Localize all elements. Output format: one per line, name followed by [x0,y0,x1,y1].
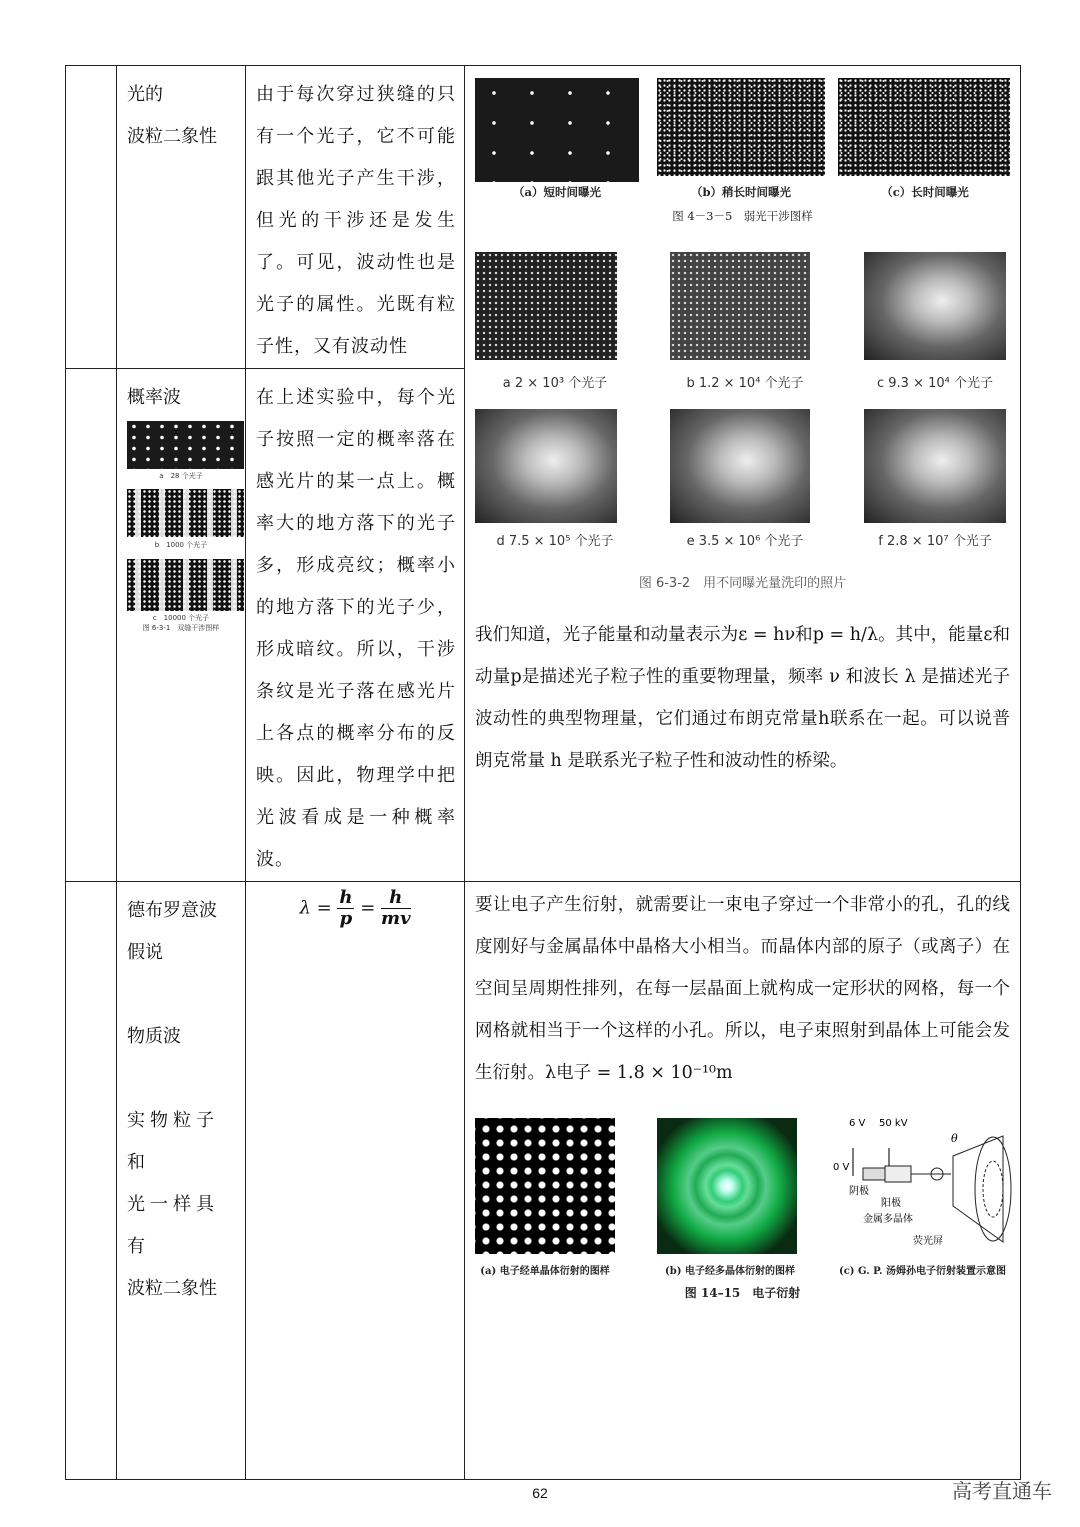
electron-paragraph: 要让电子产生衍射，就需要让一束电子穿过一个非常小的孔，孔的线度刚好与金属晶体中晶格大小相当。而晶体内部的原子（或离子）在空间呈周期性排列，在每一层晶面上就构成一定形状的网格，每一个网格就相当于一个这样的小孔。所以，电子束照射到晶体上可能会发生衍射。λ电子 = 1.8 × 10⁻¹⁰m [475,895,1010,1083]
fig631-caption: 图 6-3-1 双缝干涉图样 [142,624,220,632]
topic-cell-debroglie [117,882,246,1480]
fig435-label-b: （b）稍长时间曝光 [690,185,792,199]
photo-label-e: e 3.5 × 10⁶ 个光子 [686,534,804,549]
theta-label: θ [951,1132,958,1145]
photon-figures [465,66,1020,829]
fig435-caption: 图 4－3－5 弱光干涉图样 [672,209,813,223]
description-text: 由于每次穿过狭缝的只有一个光子，它不可能跟其他光子产生干涉，但光的干涉还是发生了。可见，波动性也是光子的属性。光既有粒子性，又有波动性 [256,84,456,357]
photo-b-image [670,252,810,360]
metal-polycrystal-label: 金属多晶体 [863,1214,913,1225]
fig631-label-c: c 10000 个光子 [152,614,210,622]
topic-line: 概率波 [127,387,181,408]
photo-label-b: b 1.2 × 10⁴ 个光子 [686,376,804,391]
description-cell-probability [246,369,465,882]
photon-paragraph: 我们知道，光子能量和动量表示为ε = hν和p = h/λ。其中，能量ε和动量p是描述光子粒子性的重要物理量，频率 ν 和波长 λ 是描述光子波动性的典型物理量，它们通过布朗克常量h联系在一起。可以说普朗克常量 h 是联系光子粒子性和波动性的桥梁。 [475,625,1010,771]
photo-label-c: c 9.3 × 10⁴ 个光子 [877,376,993,391]
photo-label-d: d 7.5 × 10⁵ 个光子 [496,534,614,549]
page-number: 62 [532,1485,548,1501]
topic-line: 实物粒子和 [127,1110,219,1173]
single-crystal-image [475,1118,615,1254]
index-cell [66,369,117,882]
brand-watermark: 高考直通车 [952,1479,1052,1503]
topic-cell-duality [117,66,246,369]
debroglie-formula: λ = $\frac{h}{p}$ = $\frac{h}{mv}$ [299,887,411,929]
fig435-label-a: （a）短时间曝光 [513,185,601,199]
topic-line: 德布罗意波 [127,900,217,921]
fig1415-label-b: (b) 电子经多晶体衍射的图样 [665,1266,795,1277]
formula-cell [246,882,465,1480]
fig631-label-a: a 28 个光子 [159,472,203,480]
photo-f-image [864,409,1006,523]
anode-label: 阳极 [881,1198,901,1209]
fig631 [117,419,245,632]
figure-cell-photon [465,66,1021,882]
description-cell-duality [246,66,465,369]
fig1415-label-c: (c) G. P. 汤姆孙电子衍射装置示意图 [838,1266,1006,1277]
topic-line: 物质波 [127,1026,181,1047]
screen-label: 荧光屏 [913,1236,943,1247]
interference-10000-image [127,559,244,611]
description-text: 在上述实验中，每个光子按照一定的概率落在感光片的某一点上。概率大的地方落下的光子多，形成亮纹；概率小的地方落下的光子少，形成暗纹。所以，干涉条纹是光子落在感光片上各点的概率分布的反映。因此，物理学中把光波看成是一种概率波。 [256,387,456,870]
fig631-label-b: b 1000 个光子 [154,541,208,549]
index-cell [66,66,117,369]
index-cell [66,882,117,1480]
topic-line: 光的 [127,84,163,105]
topic-line: 波粒二象性 [127,126,217,147]
photo-c-image [864,252,1006,360]
short-exposure-image [475,78,639,182]
interference-28-image [127,421,244,469]
cathode-label: 阴极 [849,1186,869,1197]
topic-line: 光一样具有 [127,1194,219,1257]
polycrystal-image [657,1118,797,1254]
fig1415-caption: 图 14–15 电子衍射 [684,1286,801,1300]
photo-label-a: a 2 × 10³ 个光子 [502,376,608,391]
long-exposure-image [838,78,1010,176]
photo-e-image [670,409,810,523]
topic-cell-probability [117,369,246,882]
photo-d-image [475,409,617,523]
fig632-caption: 图 6-3-2 用不同曝光量洗印的照片 [638,576,847,591]
topic-line: 假说 [127,942,163,963]
photo-a-image [475,252,617,360]
topic-line: 波粒二象性 [127,1278,217,1299]
voltage-50kv-label: 50 kV [879,1118,908,1129]
voltage-0v-label: 0 V [833,1162,850,1173]
photo-label-f: f 2.8 × 10⁷ 个光子 [878,534,992,549]
thomson-apparatus-diagram [833,1114,1019,1254]
medium-exposure-image [657,78,825,176]
figure-cell-electron [465,882,1021,1480]
interference-1000-image [127,489,244,537]
fig435-label-c: （c）长时间曝光 [881,185,969,199]
fig1415-label-a: (a) 电子经单晶体衍射的图样 [480,1266,610,1277]
voltage-6v-label: 6 V [849,1118,866,1129]
content-table [65,65,1021,1480]
